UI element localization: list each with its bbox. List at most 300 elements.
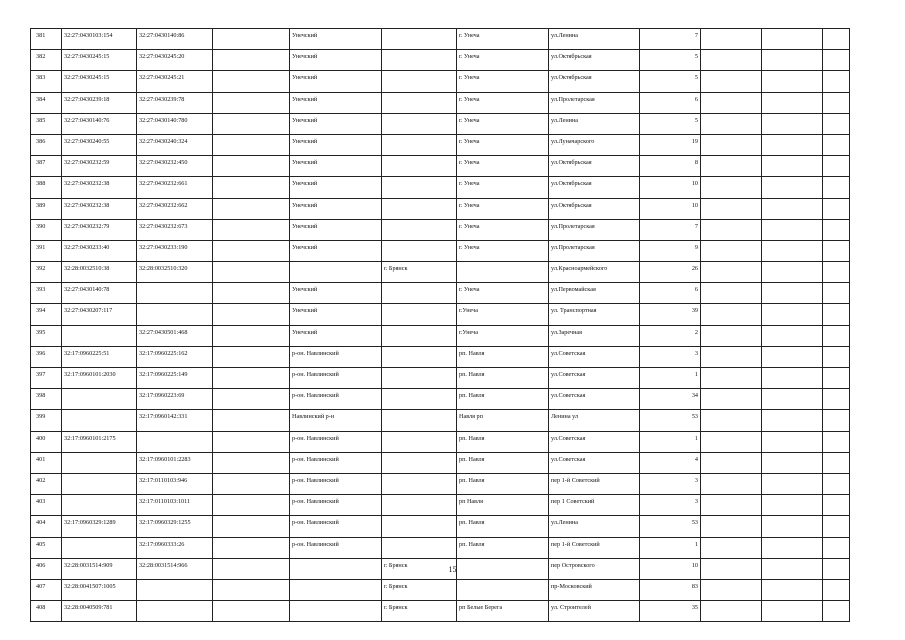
table-cell [382,198,457,219]
table-cell [137,283,213,304]
table-cell: рп Белые Берега [457,601,549,622]
table-cell: 32:17:0960329:1255 [137,516,213,537]
table-row [31,283,850,304]
table-body [31,29,850,622]
table-cell [290,601,382,622]
table-cell: 382 [31,50,62,71]
table-cell [382,452,457,473]
table-cell: ул.Октябрьская [549,50,640,71]
table-cell [382,368,457,389]
table-cell: 1 [640,368,701,389]
table-cell [762,262,823,283]
table-cell [701,537,762,558]
table-cell: г. Брянск [382,558,457,579]
table-cell: 393 [31,283,62,304]
table-cell: 10 [640,177,701,198]
table-cell [213,537,290,558]
table-cell [701,219,762,240]
table-cell: 2 [640,325,701,346]
table-cell: ул.Ленина [549,113,640,134]
table-cell: 10 [640,198,701,219]
table-cell: 32:27:0430501:468 [137,325,213,346]
table-cell [762,325,823,346]
table-cell: 395 [31,325,62,346]
table-cell [382,29,457,50]
table-cell [823,601,850,622]
table-row [31,495,850,516]
table-cell [701,29,762,50]
table-cell [823,113,850,134]
table-row [31,92,850,113]
table-cell [382,516,457,537]
table-cell: 7 [640,219,701,240]
table-cell: 383 [31,71,62,92]
table-cell: 19 [640,134,701,155]
table-cell [382,156,457,177]
table-cell [762,537,823,558]
table-cell: 386 [31,134,62,155]
table-row [31,346,850,367]
table-row [31,198,850,219]
table-cell: р-он. Навлинский [290,346,382,367]
table-cell [762,134,823,155]
table-cell: 32:27:0430245:15 [62,50,137,71]
table-cell: 32:17:0110103:946 [137,473,213,494]
table-cell [213,177,290,198]
table-cell: 401 [31,452,62,473]
table-cell: 32:28:0031514:909 [62,558,137,579]
table-cell [701,431,762,452]
table-cell: рп. Навля [457,431,549,452]
table-cell: 394 [31,304,62,325]
table-cell: ул. Транспортная [549,304,640,325]
table-cell: 32:27:0430239:78 [137,92,213,113]
table-cell [213,92,290,113]
table-cell: г. Унеча [457,71,549,92]
table-cell [62,410,137,431]
table-cell: 1 [640,431,701,452]
table-cell [137,304,213,325]
table-cell: 32:28:0031514:966 [137,558,213,579]
table-cell: 32:17:0960225:51 [62,346,137,367]
table-cell: ул.Советская [549,431,640,452]
table-cell: пер Островского [549,558,640,579]
table-cell: Унечский [290,240,382,261]
table-cell: 32:28:0040509:781 [62,601,137,622]
table-row [31,431,850,452]
table-cell: Унечский [290,50,382,71]
table-cell [823,219,850,240]
table-cell: 398 [31,389,62,410]
table-cell: пер 1 Советский [549,495,640,516]
table-row [31,537,850,558]
table-cell: 32:27:0430239:18 [62,92,137,113]
table-cell: 3 [640,473,701,494]
table-cell: 32:27:0430207:117 [62,304,137,325]
table-cell: 402 [31,473,62,494]
table-cell [701,177,762,198]
table-cell: 53 [640,516,701,537]
table-cell [382,92,457,113]
table-cell: 396 [31,346,62,367]
table-row [31,50,850,71]
table-cell [701,389,762,410]
table-cell: р-он. Навлинский [290,473,382,494]
table-cell [382,410,457,431]
table-cell: р-он. Навлинский [290,516,382,537]
table-row [31,410,850,431]
table-cell [701,410,762,431]
table-cell [213,516,290,537]
table-cell: 5 [640,71,701,92]
table-cell [823,304,850,325]
table-cell: р-он. Навлинский [290,537,382,558]
table-cell: Унечский [290,219,382,240]
table-cell: 35 [640,601,701,622]
table-cell: р-он. Навлинский [290,431,382,452]
table-cell [382,431,457,452]
table-cell [762,304,823,325]
table-cell [823,29,850,50]
table-cell: рп. Навля [457,346,549,367]
table-row [31,71,850,92]
table-cell: 32:27:0430240:324 [137,134,213,155]
table-cell: 9 [640,240,701,261]
table-cell [382,113,457,134]
table-cell: Ленина ул [549,410,640,431]
table-cell: ул.Пролетарская [549,92,640,113]
table-cell: ул.Советская [549,368,640,389]
table-cell: г. Унеча [457,113,549,134]
table-cell: 407 [31,579,62,600]
table-row [31,156,850,177]
table-cell [213,198,290,219]
table-cell [823,240,850,261]
table-cell [823,368,850,389]
table-cell: 3 [640,495,701,516]
table-cell: ул.Ленина [549,516,640,537]
table-row [31,113,850,134]
table-cell [823,92,850,113]
table-cell [823,389,850,410]
table-cell [701,283,762,304]
table-row [31,325,850,346]
table-cell [701,516,762,537]
table-cell: 32:28:0032510:320 [137,262,213,283]
table-cell: 32:27:0430140:86 [137,29,213,50]
table-cell: пер 1-й Советский [549,473,640,494]
table-row [31,579,850,600]
table-cell [701,368,762,389]
table-cell: 5 [640,50,701,71]
table-cell [382,346,457,367]
table-cell [701,113,762,134]
table-cell: г.Унеча [457,304,549,325]
table-cell: 32:27:0430140:78 [62,283,137,304]
table-cell [762,410,823,431]
table-cell: 32:17:0960101:2030 [62,368,137,389]
table-cell: 381 [31,29,62,50]
table-cell [762,368,823,389]
table-cell [137,579,213,600]
table-cell: 32:27:0430140:780 [137,113,213,134]
table-cell [823,50,850,71]
table-cell: г. Унеча [457,240,549,261]
table-cell [290,262,382,283]
table-cell [382,71,457,92]
table-cell [701,262,762,283]
table-cell: ул.Ленина [549,29,640,50]
table-cell [137,431,213,452]
table-cell [823,325,850,346]
table-cell: 32:17:0960142:331 [137,410,213,431]
table-cell: Навля рп [457,410,549,431]
table-cell [62,473,137,494]
table-cell [762,29,823,50]
table-row [31,389,850,410]
table-cell: 32:17:0960329:1289 [62,516,137,537]
table-cell: 408 [31,601,62,622]
table-cell [823,156,850,177]
table-cell [62,537,137,558]
table-cell [762,389,823,410]
table-cell: 1 [640,537,701,558]
table-cell [823,198,850,219]
table-row [31,368,850,389]
table-cell: 32:27:0430233:40 [62,240,137,261]
table-cell [701,156,762,177]
table-cell: рп. Навля [457,473,549,494]
table-cell: 32:27:0430232:662 [137,198,213,219]
table-cell [701,92,762,113]
table-cell [382,177,457,198]
table-cell: 5 [640,113,701,134]
table-cell [823,134,850,155]
table-cell [701,579,762,600]
table-cell [823,262,850,283]
table-cell [213,579,290,600]
table-cell: рп. Навля [457,389,549,410]
table-cell: 32:17:0960333:26 [137,537,213,558]
table-row [31,219,850,240]
table-cell [762,71,823,92]
table-cell: рп. Навля [457,368,549,389]
table-cell: г. Унеча [457,29,549,50]
table-cell [62,452,137,473]
table-cell [823,431,850,452]
table-cell [762,516,823,537]
table-cell [382,537,457,558]
table-cell [213,50,290,71]
table-cell [382,389,457,410]
table-cell: г. Брянск [382,579,457,600]
table-cell [823,495,850,516]
table-cell: 32:27:0430240:55 [62,134,137,155]
table-row [31,262,850,283]
table-cell: 397 [31,368,62,389]
table-cell: 32:17:0960101:2175 [62,431,137,452]
table-cell: г.Унеча [457,325,549,346]
table-cell: 32:27:0430232:673 [137,219,213,240]
table-cell [213,410,290,431]
table-cell: ул.Октябрьская [549,177,640,198]
table-cell: ул.Пролетарская [549,219,640,240]
table-row [31,177,850,198]
table-cell: 390 [31,219,62,240]
table-cell: Унечский [290,177,382,198]
table-row [31,452,850,473]
table-cell [213,389,290,410]
table-cell: 34 [640,389,701,410]
table-cell: 32:27:0430245:20 [137,50,213,71]
table-cell [701,601,762,622]
table-cell [701,452,762,473]
table-cell [457,262,549,283]
table-cell [762,346,823,367]
table-cell [213,134,290,155]
table-cell: 32:27:0430232:450 [137,156,213,177]
table-cell [213,368,290,389]
table-cell [62,495,137,516]
table-cell [701,495,762,516]
table-cell: рп. Навля [457,516,549,537]
table-cell [762,495,823,516]
table-cell: г. Унеча [457,134,549,155]
table-cell: ул.Первомайская [549,283,640,304]
table-cell: 32:28:0032510:38 [62,262,137,283]
table-cell [701,346,762,367]
table-cell [823,452,850,473]
table-cell: 32:17:0960225:162 [137,346,213,367]
table-cell: г. Унеча [457,50,549,71]
table-cell [762,240,823,261]
table-cell: 391 [31,240,62,261]
table-cell [213,431,290,452]
table-cell: 32:27:0430245:21 [137,71,213,92]
table-cell [213,29,290,50]
table-cell: рп Навля [457,495,549,516]
table-cell [290,579,382,600]
table-cell: 4 [640,452,701,473]
table-cell [762,50,823,71]
table-cell: р-он. Навлинский [290,495,382,516]
table-cell: Унечский [290,198,382,219]
table-cell: 32:27:0430232:661 [137,177,213,198]
table-row [31,134,850,155]
table-cell: 3 [640,346,701,367]
table-cell: 405 [31,537,62,558]
table-cell [213,113,290,134]
table-cell: 403 [31,495,62,516]
table-cell: 32:27:0430232:79 [62,219,137,240]
table-cell [213,346,290,367]
table-cell [213,452,290,473]
table-cell: 406 [31,558,62,579]
table-cell [823,410,850,431]
table-cell [823,473,850,494]
table-cell [762,579,823,600]
table-cell: пер 1-й Советский [549,537,640,558]
table-row [31,304,850,325]
table-cell: 7 [640,29,701,50]
table-cell: 387 [31,156,62,177]
table-cell [382,283,457,304]
table-cell [762,177,823,198]
table-cell: Унечский [290,156,382,177]
table-row [31,240,850,261]
table-cell: ул.Луначарского [549,134,640,155]
table-cell: 389 [31,198,62,219]
table-cell [823,516,850,537]
table-cell: ул.Октябрьская [549,71,640,92]
table-cell [382,50,457,71]
table-cell: р-он. Навлинский [290,368,382,389]
table-cell [382,473,457,494]
table-cell: 32:27:0430245:15 [62,71,137,92]
table-cell: ул.Октябрьская [549,198,640,219]
table-cell: 32:27:0430232:59 [62,156,137,177]
table-cell: 392 [31,262,62,283]
table-cell [762,198,823,219]
table-cell [701,198,762,219]
table-cell [382,304,457,325]
table-cell [382,325,457,346]
table-cell: ул. Строителей [549,601,640,622]
table-cell: Унечский [290,325,382,346]
table-cell [213,601,290,622]
table-cell [137,601,213,622]
table-cell: г. Унеча [457,92,549,113]
table-cell: 53 [640,410,701,431]
table-cell: 32:27:0430103:154 [62,29,137,50]
table-cell: г. Унеча [457,219,549,240]
table-cell: Унечский [290,134,382,155]
table-cell: 385 [31,113,62,134]
table-cell: 32:27:0430232:38 [62,198,137,219]
table-cell: Унечский [290,113,382,134]
table-cell [762,452,823,473]
table-cell: 388 [31,177,62,198]
table-cell: 404 [31,516,62,537]
table-cell [213,240,290,261]
table-cell [457,579,549,600]
table-cell [62,325,137,346]
table-cell [823,579,850,600]
table-cell: ул.Октябрьская [549,156,640,177]
table-cell: 32:27:0430232:38 [62,177,137,198]
table-cell: 32:27:0430140:76 [62,113,137,134]
table-cell: Унечский [290,304,382,325]
table-cell [823,177,850,198]
table-cell [701,71,762,92]
table-cell: ул.Красноармейского [549,262,640,283]
table-cell [382,219,457,240]
table-cell: ул.Пролетарская [549,240,640,261]
table-cell [701,325,762,346]
table-cell: 6 [640,283,701,304]
table-cell [762,92,823,113]
table-cell: Унечский [290,283,382,304]
table-row [31,29,850,50]
table-cell [213,304,290,325]
table-cell [213,262,290,283]
table-cell: Унечский [290,92,382,113]
table-cell: 400 [31,431,62,452]
table-cell [701,50,762,71]
table-cell [213,495,290,516]
table-cell: рп. Навля [457,537,549,558]
table-row [31,516,850,537]
